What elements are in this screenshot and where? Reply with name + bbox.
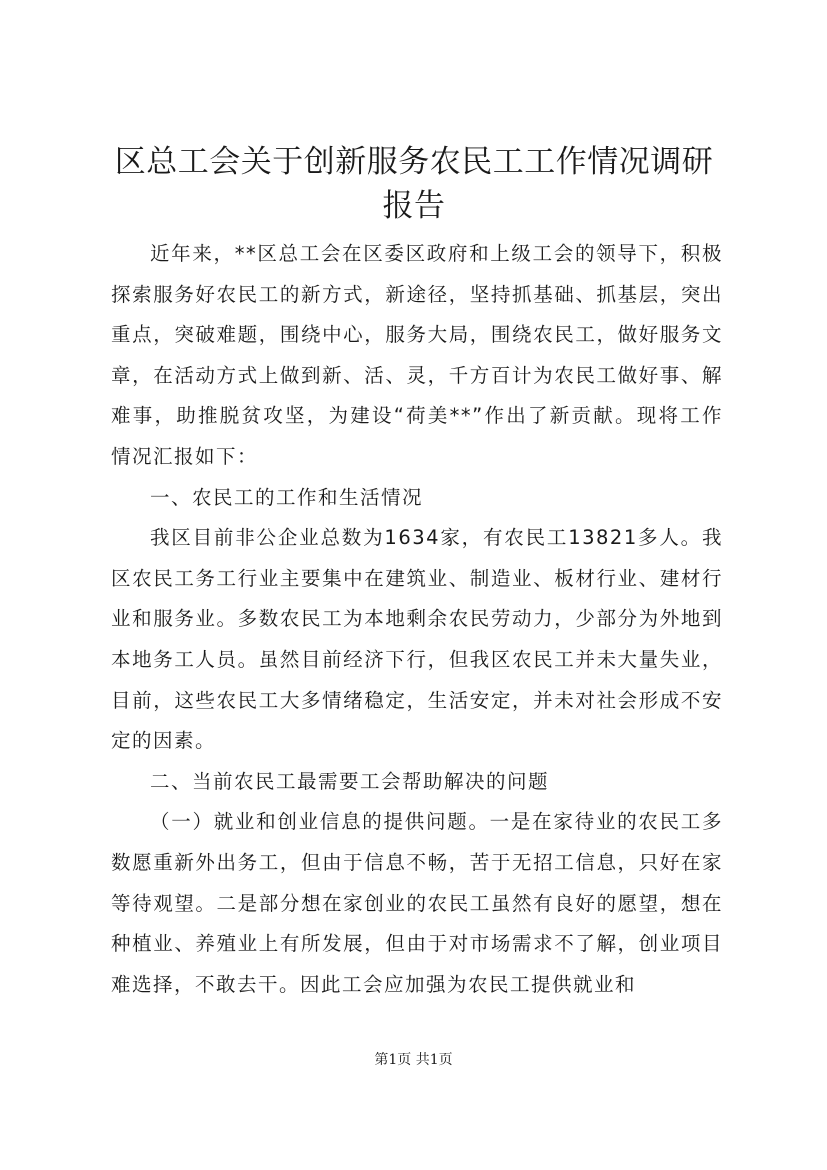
paragraph-employment-info: （一）就业和创业信息的提供问题。一是在家待业的农民工多数愿重新外出务工，但由于信息不畅，苦于无招工信息，只好在家等待观望。二是部分想在家创业的农民工虽然有良好的愿望，想在种植业、养殖业上有所发展，但由于对市场需求不了解，创业项目难选择，不敢去干。因此工会应加强为农民工提供就业和: [111, 810, 723, 996]
section-heading-1: 一、农民工的工作和生活情况: [150, 485, 424, 509]
document-title: 区总工会关于创新服务农民工工作情况调研报告: [114, 144, 714, 224]
document-body: [111, 234, 723, 1005]
paragraph-worker-situation: 我区目前非公企业总数为1634家，有农民工13821多人。我区农民工务工行业主要集中在建筑业、制造业、板材行业、建材行业和服务业。多数农民工为本地剩余农民劳动力，少部分为外地到本地务工人员。虽然目前经济下行，但我区农民工并未大量失业，目前，这些农民工大多情绪稳定，生活安定，并未对社会形成不安定的因素。: [111, 526, 723, 753]
paragraph-intro: 近年来，**区总工会在区委区政府和上级工会的领导下，积极探索服务好农民工的新方式，新途径，坚持抓基础、抓基层，突出重点，突破难题，围绕中心，服务大局，围绕农民工，做好服务文章，在活动方式上做到新、活、灵，千方百计为农民工做好事、解难事，助推脱贫攻坚，为建设“荷美**”作出了新贡献。现将工作情况汇报如下：: [111, 242, 723, 468]
page-footer: 第1页 共1页: [374, 1052, 453, 1068]
section-heading-2: 二、当前农民工最需要工会帮助解决的问题: [150, 769, 550, 793]
